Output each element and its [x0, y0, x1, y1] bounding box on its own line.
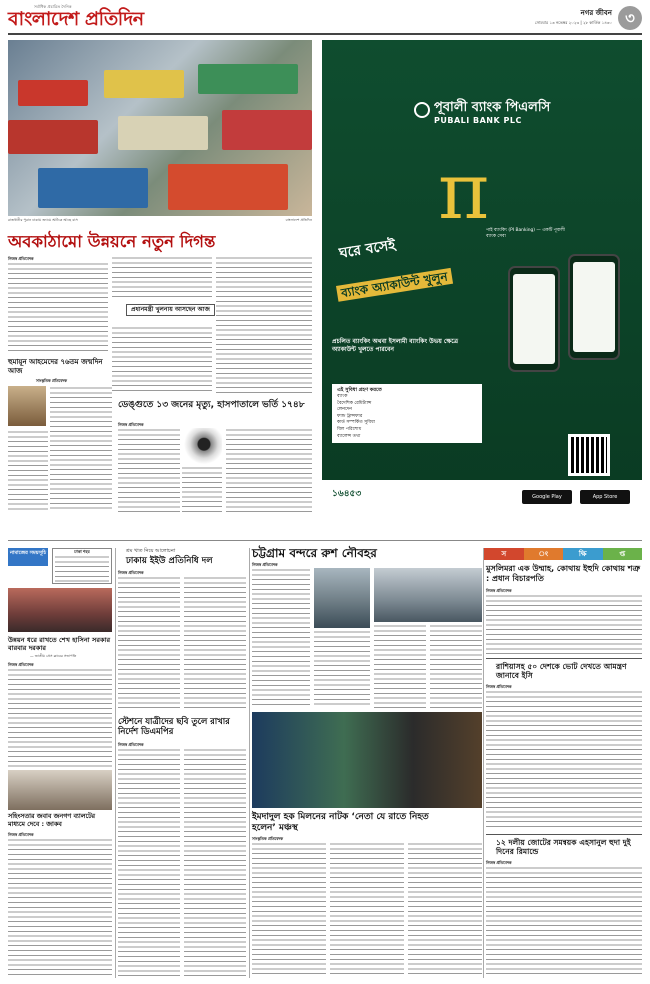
prayer-times-label: নামাজের সময়সূচি: [8, 548, 48, 566]
hasina-event-photo: [8, 588, 112, 632]
hasina-byline: নিজস্ব প্রতিবেদক: [8, 662, 34, 667]
column-rule: [115, 548, 116, 978]
pubali-bank-advert: [322, 40, 642, 520]
humayun-headline: হুমায়ূন আহমেদের ৭৬তম জন্মদিন আজ: [8, 358, 103, 375]
briefs-letter: স: [484, 548, 524, 560]
chattogram-body3: [374, 624, 426, 708]
chattogram-byline: নিজস্ব প্রতিবেদক: [252, 562, 278, 567]
play-headline: ইমদাদুল হক মিলনের নাটক ‘নেতা যে রাতে নিহত হলেন’ মঞ্চস্থ: [252, 812, 429, 833]
ansar-byline: নিজস্ব প্রতিবেদক: [8, 832, 34, 837]
ad-slogan-top: ঘরে বসেই: [338, 237, 397, 262]
dengue-body1: [118, 428, 180, 512]
phone-mockup-1: [508, 266, 560, 372]
humayun-byline: সাংস্কৃতিক প্রতিবেদক: [36, 378, 67, 383]
humayun-body: [50, 386, 112, 510]
warship-photo-2: [374, 568, 482, 622]
briefs-letter: প্ত: [603, 548, 643, 560]
ansar-photo: [8, 770, 112, 810]
chattogram-body2: [314, 630, 370, 708]
divider: [486, 658, 642, 659]
masthead-rule: [8, 33, 642, 35]
lead-body-col4: [216, 256, 312, 394]
muslim-body: [486, 594, 642, 654]
column-rule: [249, 548, 250, 978]
hotline-number: ১৬৪৫৩: [332, 489, 362, 499]
ad-account-types: প্রচলিত ব্যাংকিং অথবা ইসলামী ব্যাংকিং উভয় ক্ষেত্রে অ্যাকাউন্ট খুলতে পারবেন: [332, 338, 459, 353]
pi-banking-caption: পাই ব্যাংকিং (PI Banking) — একটি পূবালী ব্যাংক সেবা: [486, 228, 565, 239]
chattogram-body4: [430, 624, 482, 708]
muslim-byline: নিজস্ব প্রতিবেদক: [486, 588, 512, 593]
russia-headline: রাশিয়াসহ ৫০ দেশকে ভোট দেখতে আমন্ত্রণ জানাবে ইসি: [496, 662, 627, 681]
section-rule: [8, 540, 642, 541]
ad-feature-list: [332, 384, 482, 443]
ansar-headline: সহিংসতার জবাব জনগণ ব্যালটের মাধ্যমে দেবে : জাকব: [8, 812, 96, 829]
hasina-headline: উন্নয়ন ধরে রাখতে শেখ হাসিনা সরকার বারবার দরকার: [8, 636, 111, 653]
issue-date: সোমবার ১৩ নভেম্বর ২০২৩ | ২৮ কার্তিক ১৪৩০: [534, 20, 612, 25]
dengue-body2: [182, 466, 222, 512]
ad-feature-title: এই সুবিধা গ্রহণ করতে: [337, 387, 382, 393]
play-body2: [330, 842, 404, 978]
lead-boxhead: প্রধানমন্ত্রী খুলনায় আসছেন আজ: [126, 304, 215, 316]
play-stage-photo: [252, 712, 482, 808]
mosquito-illustration: [182, 428, 222, 464]
ad-feature-item: বিল পরিশোধ: [337, 426, 362, 432]
lead-body-col3: [112, 326, 212, 394]
hasina-body: [8, 668, 112, 768]
dhaka-eu-headline: ঢাকায় ইইউ প্রতিনিধি দল: [126, 556, 213, 566]
hasina-sub: — জাতীয় প্রেস ক্লাবের সভাপতি: [30, 654, 77, 658]
briefs-section-bar: [484, 548, 642, 560]
twelve-headline: ১২ দলীয় জোটের সমন্বয়ক এহসানুল হুদা দুই দিনের রিমান্ডে: [496, 838, 631, 857]
google-play-badge: Google Play: [522, 490, 572, 504]
dengue-headline: ডেঙ্গুতে ১৩ জনের মৃত্যু, হাসপাতালে ভর্তি ১৭৪৮: [118, 400, 305, 410]
chattogram-body1: [252, 568, 310, 708]
phone-mockup-2: [568, 254, 620, 360]
warship-photo: [314, 568, 370, 628]
lead-photo: [8, 40, 312, 216]
ad-feature-item: লেনদেন: [337, 407, 353, 413]
lead-body-col2: [112, 256, 212, 300]
muslim-headline: মুসলিমরা এক উম্মাহ, কোথায় ইহুদি কোথায় শত্রু : প্রধান বিচারপতি: [486, 564, 641, 583]
play-body1: [252, 842, 326, 978]
stamp-headline: স্টেশনে যাত্রীদের ছবি তুলে রাখার নির্দেশ ডিএমপির: [118, 716, 230, 736]
dhaka-eu-byline: নিজস্ব প্রতিবেদক: [118, 570, 144, 575]
page-number-badge: ৩: [618, 6, 642, 30]
app-store-badge: App Store: [580, 490, 630, 504]
lead-byline: নিজস্ব প্রতিবেদক: [8, 256, 34, 261]
pi-banking-logo: π: [438, 147, 490, 237]
lead-body-col1: [8, 262, 108, 354]
column-rule: [483, 548, 484, 978]
prayer-times-table: [52, 548, 112, 584]
tagline: সর্বাধিক প্রচারিত দৈনিক: [34, 4, 72, 9]
twelve-byline: নিজস্ব প্রতিবেদক: [486, 860, 512, 865]
prayer-times-header: ঢাকা শহর: [74, 549, 90, 554]
photo-caption: রাজধানীর পুরান ঢাকায় জ্যামে আটকে আছে বাস: [8, 218, 78, 222]
newspaper-logo: সর্বাধিক প্রচারিত দৈনিক বাংলাদেশ প্রতিদিন: [8, 4, 144, 30]
ad-feature-item: ব্যালেন্স তথ্য: [337, 433, 361, 439]
humayun-photo: [8, 386, 46, 426]
ad-slogan-main: ব্যাংক অ্যাকাউন্ট খুলুন: [336, 268, 453, 302]
section-title: নগর জীবন: [580, 9, 612, 17]
bank-name-bn: পূবালী ব্যাংক পিএলসি: [434, 100, 551, 115]
chattogram-headline: চট্টগ্রাম বন্দরে রুশ নৌবহর: [252, 546, 377, 560]
russia-byline: নিজস্ব প্রতিবেদক: [486, 684, 512, 689]
ad-feature-item: বৈদেশিক রেমিট্যান্স: [337, 400, 372, 406]
dhaka-eu-body2: [184, 576, 246, 712]
qr-code: [568, 434, 610, 476]
play-body3: [408, 842, 482, 978]
photo-credit: বাংলাদেশ প্রতিদিন: [285, 218, 312, 222]
stamp-body2: [184, 748, 246, 978]
ad-feature-item: ফান্ড ট্রান্সফার: [337, 413, 363, 419]
ansar-body: [8, 838, 112, 978]
russia-body: [486, 690, 642, 828]
lead-headline: অবকাঠামো উন্নয়নে নতুন দিগন্ত: [8, 232, 216, 251]
bank-name-en: PUBALI BANK PLC: [434, 116, 522, 125]
dengue-byline: নিজস্ব প্রতিবেদক: [118, 422, 144, 427]
briefs-letter: ং: [524, 548, 564, 560]
dhaka-eu-kicker: শ্রম খাত নিয়ে আলোচনা: [126, 548, 176, 554]
play-byline: সাংস্কৃতিক প্রতিবেদক: [252, 836, 283, 841]
twelve-body: [486, 866, 642, 978]
ad-feature-item: কার্ড সম্পর্কিত সুবিধা: [337, 420, 375, 426]
bank-emblem-icon: [414, 102, 430, 118]
briefs-letter: ক্ষি: [563, 548, 603, 560]
humayun-body2: [8, 430, 48, 510]
stamp-byline: নিজস্ব প্রতিবেদক: [118, 742, 144, 747]
stamp-body1: [118, 748, 180, 978]
masthead: [8, 6, 642, 32]
ad-feature-item: ব্যাংক: [337, 394, 348, 399]
dengue-body3: [226, 428, 312, 512]
ad-footer: [322, 480, 642, 520]
divider: [486, 834, 642, 835]
dhaka-eu-body1: [118, 576, 180, 712]
